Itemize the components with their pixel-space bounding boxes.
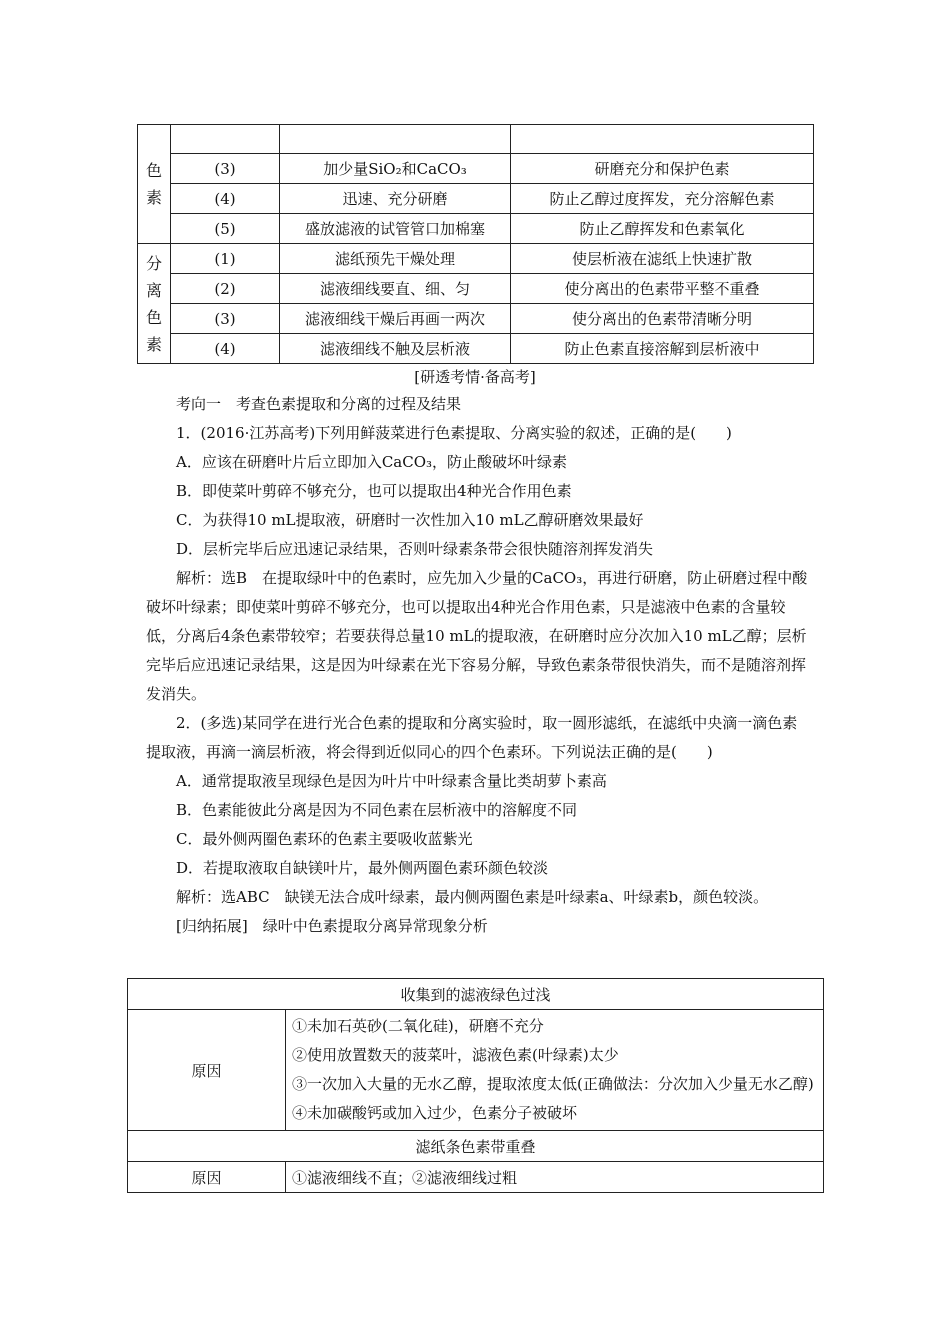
step-number: (3) bbox=[171, 154, 280, 184]
step-number: (4) bbox=[171, 334, 280, 364]
reason-item: ②使用放置数天的菠菜叶，滤液色素(叶绿素)太少 bbox=[292, 1046, 619, 1064]
step-number: (4) bbox=[171, 184, 280, 214]
step-purpose: 使层析液在滤纸上快速扩散 bbox=[511, 244, 814, 274]
table-cell bbox=[511, 125, 814, 154]
step-operation: 盛放滤液的试管管口加棉塞 bbox=[280, 214, 511, 244]
step-purpose: 防止色素直接溶解到层析液中 bbox=[511, 334, 814, 364]
reason-item: ①未加石英砂(二氧化硅)，研磨不充分 bbox=[292, 1017, 544, 1035]
step-operation: 滤液细线要直、细、匀 bbox=[280, 274, 511, 304]
step-operation: 滤液细线干燥后再画一两次 bbox=[280, 304, 511, 334]
table-row bbox=[138, 154, 814, 184]
group-label-char: 素 bbox=[145, 188, 162, 207]
table-header: 收集到的滤液绿色过浅 bbox=[128, 979, 824, 1010]
group-label-char: 色 bbox=[145, 161, 162, 180]
step-purpose: 防止乙醇过度挥发，充分溶解色素 bbox=[511, 184, 814, 214]
table-row bbox=[138, 334, 814, 364]
table-row bbox=[128, 1131, 824, 1162]
group-label-char: 色 bbox=[145, 307, 162, 327]
question-2-option-d: D．若提取液取自缺镁叶片，最外侧两圈色素环颜色较淡 bbox=[176, 859, 549, 877]
step-number: (3) bbox=[171, 304, 280, 334]
reason-label: 原因 bbox=[128, 1162, 286, 1193]
step-number: (1) bbox=[171, 244, 280, 274]
table-row bbox=[138, 214, 814, 244]
reason-item: ①滤液细线不直；②滤液细线过粗 bbox=[286, 1162, 824, 1193]
question-1-option-c: C．为获得10 mL提取液，研磨时一次性加入10 mL乙醇研磨效果最好 bbox=[176, 511, 644, 529]
group-label-char: 离 bbox=[145, 280, 162, 300]
question-2-analysis: 解析：选ABC 缺镁无法合成叶绿素，最内侧两圈色素是叶绿素a、叶绿素b，颜色较淡。 bbox=[176, 888, 769, 906]
step-operation: 迅速、充分研磨 bbox=[280, 184, 511, 214]
direction-heading: 考向一 考查色素提取和分离的过程及结果 bbox=[176, 395, 462, 413]
section-caption: [研透考情·备高考] bbox=[414, 368, 536, 386]
step-number: (2) bbox=[171, 274, 280, 304]
question-1-option-d: D．层析完毕后应迅速记录结果，否则叶绿素条带会很快随溶剂挥发消失 bbox=[176, 540, 654, 558]
reason-label: 原因 bbox=[128, 1010, 286, 1131]
step-purpose: 使分离出的色素带平整不重叠 bbox=[511, 274, 814, 304]
step-operation: 滤液细线不触及层析液 bbox=[280, 334, 511, 364]
question-2-stem: 2．(多选)某同学在进行光合色素的提取和分离实验时，取一圆形滤纸，在滤纸中央滴一滴色素提取液，再滴一滴层析液，将会得到近似同心的四个色素环。下列说法正确的是( ) bbox=[146, 714, 798, 761]
table-cell bbox=[171, 125, 280, 154]
table-row bbox=[128, 979, 824, 1010]
table-row bbox=[138, 274, 814, 304]
group-label-separate bbox=[138, 244, 171, 364]
step-purpose: 研磨充分和保护色素 bbox=[511, 154, 814, 184]
question-1-option-a: A．应该在研磨叶片后立即加入CaCO₃，防止酸破坏叶绿素 bbox=[176, 453, 568, 471]
reason-item: ③一次加入大量的无水乙醇，提取浓度太低(正确做法：分次加入少量无水乙醇) bbox=[292, 1075, 814, 1093]
step-purpose: 防止乙醇挥发和色素氧化 bbox=[511, 214, 814, 244]
question-section bbox=[146, 390, 808, 941]
table-row bbox=[138, 244, 814, 274]
reason-list bbox=[286, 1010, 824, 1131]
table-row bbox=[138, 125, 814, 154]
step-purpose: 使分离出的色素带清晰分明 bbox=[511, 304, 814, 334]
question-2-option-c: C．最外侧两圈色素环的色素主要吸收蓝紫光 bbox=[176, 830, 473, 848]
table-row bbox=[128, 1010, 824, 1131]
step-operation: 滤纸预先干燥处理 bbox=[280, 244, 511, 274]
summary-heading: [归纳拓展] 绿叶中色素提取分离异常现象分析 bbox=[176, 917, 488, 935]
group-label-char: 素 bbox=[145, 334, 162, 354]
question-2-option-a: A．通常提取液呈现绿色是因为叶片中叶绿素含量比类胡萝卜素高 bbox=[176, 772, 607, 790]
step-number: (5) bbox=[171, 214, 280, 244]
question-2-option-b: B．色素能彼此分离是因为不同色素在层析液中的溶解度不同 bbox=[176, 801, 578, 819]
table-header: 滤纸条色素带重叠 bbox=[128, 1131, 824, 1162]
question-1-analysis: 解析：选B 在提取绿叶中的色素时，应先加入少量的CaCO₃，再进行研磨，防止研磨过程中酸破坏叶绿素；即使菜叶剪碎不够充分，也可以提取出4种光合作用色素，只是滤液中色素的含量较低，分离后4条色素带较窄；若要获得总量10 mL的提取液，在研磨时应分次加入10 mL乙醇；层析完毕后应迅速记录结果，这是因为叶绿素在光下容易分解，导致色素条带很快消失，而不是随溶剂挥发消失。 bbox=[146, 569, 808, 703]
table-cell bbox=[280, 125, 511, 154]
precaution-table bbox=[137, 124, 814, 364]
table-row bbox=[138, 304, 814, 334]
group-label-char: 分 bbox=[145, 253, 162, 273]
question-1-option-b: B．即使菜叶剪碎不够充分，也可以提取出4种光合作用色素 bbox=[176, 482, 572, 500]
reason-item: ④未加碳酸钙或加入过少，色素分子被破坏 bbox=[292, 1104, 578, 1122]
anomaly-table bbox=[127, 978, 824, 1193]
group-label-extract bbox=[138, 125, 171, 244]
table-row bbox=[138, 184, 814, 214]
question-1-stem: 1．(2016·江苏高考)下列用鲜菠菜进行色素提取、分离实验的叙述，正确的是( ) bbox=[176, 424, 732, 442]
step-operation: 加少量SiO₂和CaCO₃ bbox=[280, 154, 511, 184]
table-row bbox=[128, 1162, 824, 1193]
